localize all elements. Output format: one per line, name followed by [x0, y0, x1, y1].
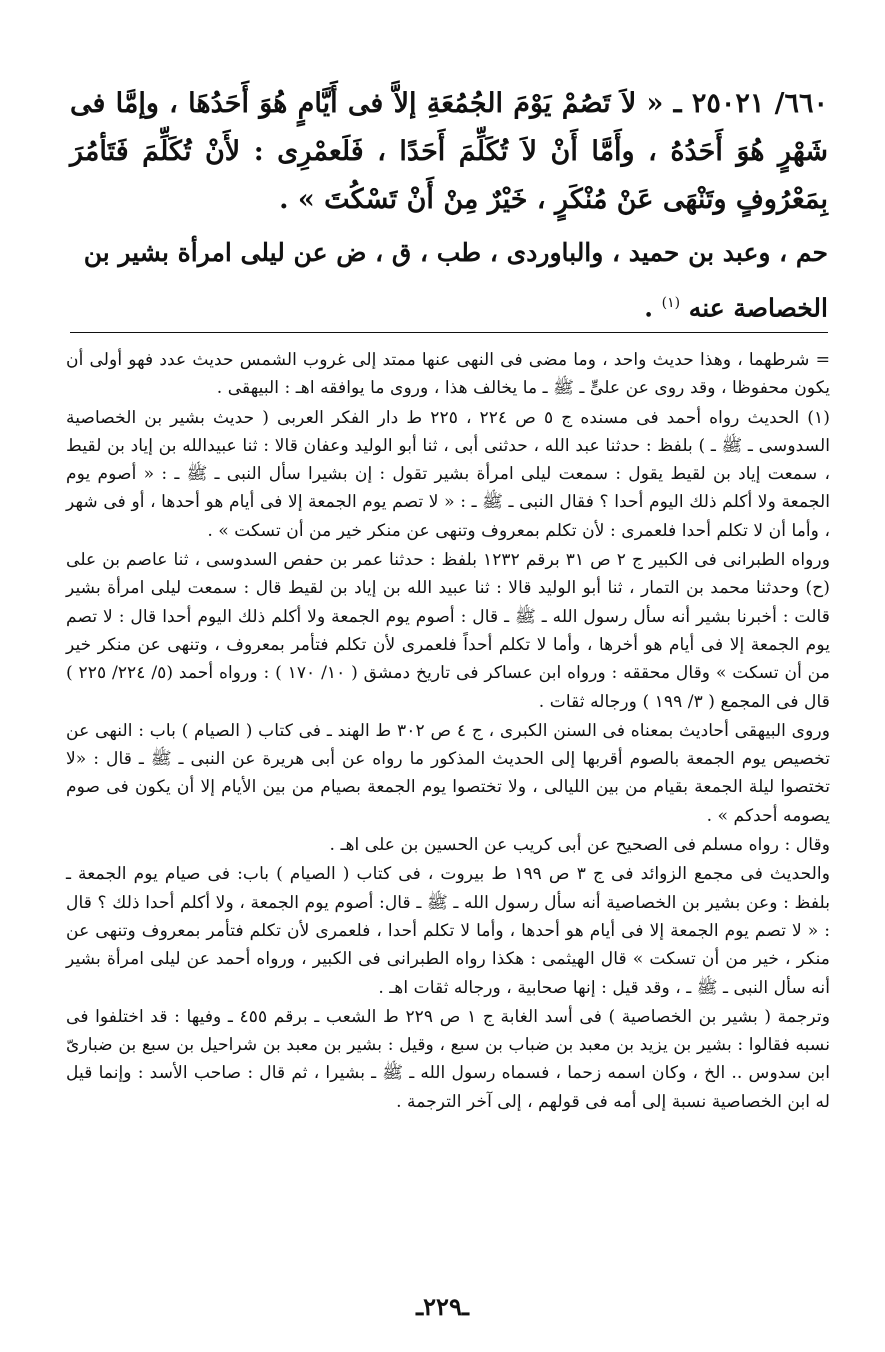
footnote-paragraph: وترجمة ( بشير بن الخصاصية ) فى أسد الغابة ج ١ ص ٢٢٩ ط الشعب ـ برقم ٤٥٥ ـ وفيها : قد اختلفوا فى نسبه فقالوا : بشير بن يزيد بن معبد بن ضباب بن سبع ، وقيل : بشير بن معبد بن شراحيل بن سبع بن ضبارىّ ابن سدوس .. الخ ، وكان اسمه زحما ، فسماه رسول الله ـ ﷺ ـ بشيرا ، ثم قال : صاحب الأسد : وإنما قيل له ابن الخصاصية نسبة إلى أمه فى قولهم ، إلى آخر الترجمة . — [66, 1006, 831, 1112]
footnote-ref: (١) — [661, 295, 681, 311]
footnotes — [66, 346, 830, 1116]
footnote-separator — [70, 332, 828, 333]
footnote-paragraph: وقال : رواه مسلم فى الصحيح عن أبى كريب عن الحسين بن على اهـ . — [329, 835, 830, 856]
footnote-paragraph: ورواه الطبرانى فى الكبير ج ٢ ص ٣١ برقم ١٢٣٢ بلفظ : حدثنا عمر بن حفص السدوسى ، ثنا عاصم بن على (ح) وحدثنا محمد بن التمار ، ثنا أبو الوليد قالا : ثنا عبيد الله بن إياد بن لقيط قال : سمعت ليلى امرأة بشير قالت : أخبرنا بشير أنه سأل رسول الله ـ ﷺ ـ قال : أصوم يوم الجمعة ولا أكلم ذلك اليوم أحدا قال : لا تصم يوم الجمعة إلا فى أيام هو أخرها ، وأما لا تكلم أحداً فلعمرى لأن تكلم فتأمر بمعروف ، وتنهى عن منكر خير من أن تسكت » وقال محققه : ورواه ابن عساكر فى تاريخ دمشق ( ١٠/ ١٧٠ ) : ورواه أحمد (٥/ ٢٢٤/ ٢٢٥ ) قال فى المجمع ( ٣/ ١٩٩ ) ورجاله ثقات . — [66, 550, 830, 712]
page-number: ـ٢٢٩ـ — [416, 1292, 469, 1321]
source-end: . — [644, 293, 662, 323]
hadith-text: ٦٦٠/ ٢٥٠٢١ ـ « لاَ تَصُمْ يَوْمَ الجُمُعَةِ إلاَّ فى أَيَّامٍ هُوَ أَحَدُهَا ، وإمَّا فى شَهْرٍ هُوَ أَحَدُهُ ، وأَمَّا أَنْ لاَ تُكَلِّمَ أَحَدًا ، فَلَعمْرِى : لأَنْ تُكَلِّمَ فَتَأمُرَ بِمَعْرُوفٍ وتَنْهَى عَنْ مُنْكَرٍ ، خَيْرٌ مِنْ أَنْ تَسْكُتَ » . — [70, 88, 828, 215]
footnote-paragraph: وروى البيهقى أحاديث بمعناه فى السنن الكبرى ، ج ٤ ص ٣٠٢ ط الهند ـ فى كتاب ( الصيام ) باب : النهى عن تخصيص يوم الجمعة بالصوم أقربها إلى الحديث المذكور ما رواه عن أبى هريرة عن النبى ـ ﷺ ـ قال : «لا تختصوا ليلة الجمعة بقيام من بين الليالى ، ولا تختصوا يوم الجمعة بصيام من بين الأيام إلا أن يكون فى صوم يصومه أحدكم » . — [66, 720, 830, 826]
source-line — [70, 228, 828, 333]
footnote-paragraph: (١) الحديث رواه أحمد فى مسنده ج ٥ ص ٢٢٤ ، ٢٢٥ ط دار الفكر العربى ( حديث بشير بن الخصاصية السدوسى ـ ﷺ ـ ) بلفظ : حدثنا عبد الله ، حدثنى أبى ، ثنا أبو الوليد وعفان قالا : ثنا عبيدالله بن إياد بن لقيط ، سمعت إياد بن لقيط يقول : سمعت ليلى امرأة بشير تقول : إن بشيرا سأل النبى ـ ﷺ ـ : « أصوم يوم الجمعة ولا أكلم ذلك اليوم أحدا ؟ فقال النبى ـ ﷺ ـ : « لا تصم يوم الجمعة إلا فى أيام هو أحدها ، أو فى شهر ، وأما أن لا تكلم أحدا فلعمرى : لأن تكلم بمعروف وتنهى عن منكر خير من أن تسكت » . — [66, 407, 830, 541]
footnote-paragraph: = شرطهما ، وهذا حديث واحد ، وما مضى فى النهى عنها ممتد إلى غروب الشمس حديث عدد فهو أولى أن يكون محفوظا ، وقد روى عن علىٍّ ـ ﷺ ـ ما يخالف هذا ، وروى ما يوافقه اهـ : البيهقى . — [66, 350, 830, 399]
footnote-paragraph: والحديث فى مجمع الزوائد فى ج ٣ ص ١٩٩ ط بيروت ، فى كتاب ( الصيام ) باب: فى صيام يوم الجمعة ـ بلفظ : وعن بشير بن الخصاصية أنه سأل رسول الله ـ ﷺ ـ قال: أصوم يوم الجمعة ، ولا أكلم أحدا ذلك ؟ قال : « لا تصم يوم الجمعة إلا فى أيام هو أحدها ، وأما لا تكلم أحدا ، فلعمرى لأن تكلم فتأمر بمعروف وتنهى عن منكر ، خير من أن تسكت » قال الهيثمى : هكذا رواه الطبرانى فى الكبير ، ورواه أحمد عن ليلى امرأة بشير أنه سأل النبى ـ ﷺ ـ ، وقد قيل : إنها صحابية ، ورجاله ثقات اهـ . — [66, 864, 830, 998]
source-text: حم ، وعبد بن حميد ، والباوردى ، طب ، ق ، ض عن ليلى امرأة بشير بن الخصاصة عنه — [83, 238, 828, 323]
